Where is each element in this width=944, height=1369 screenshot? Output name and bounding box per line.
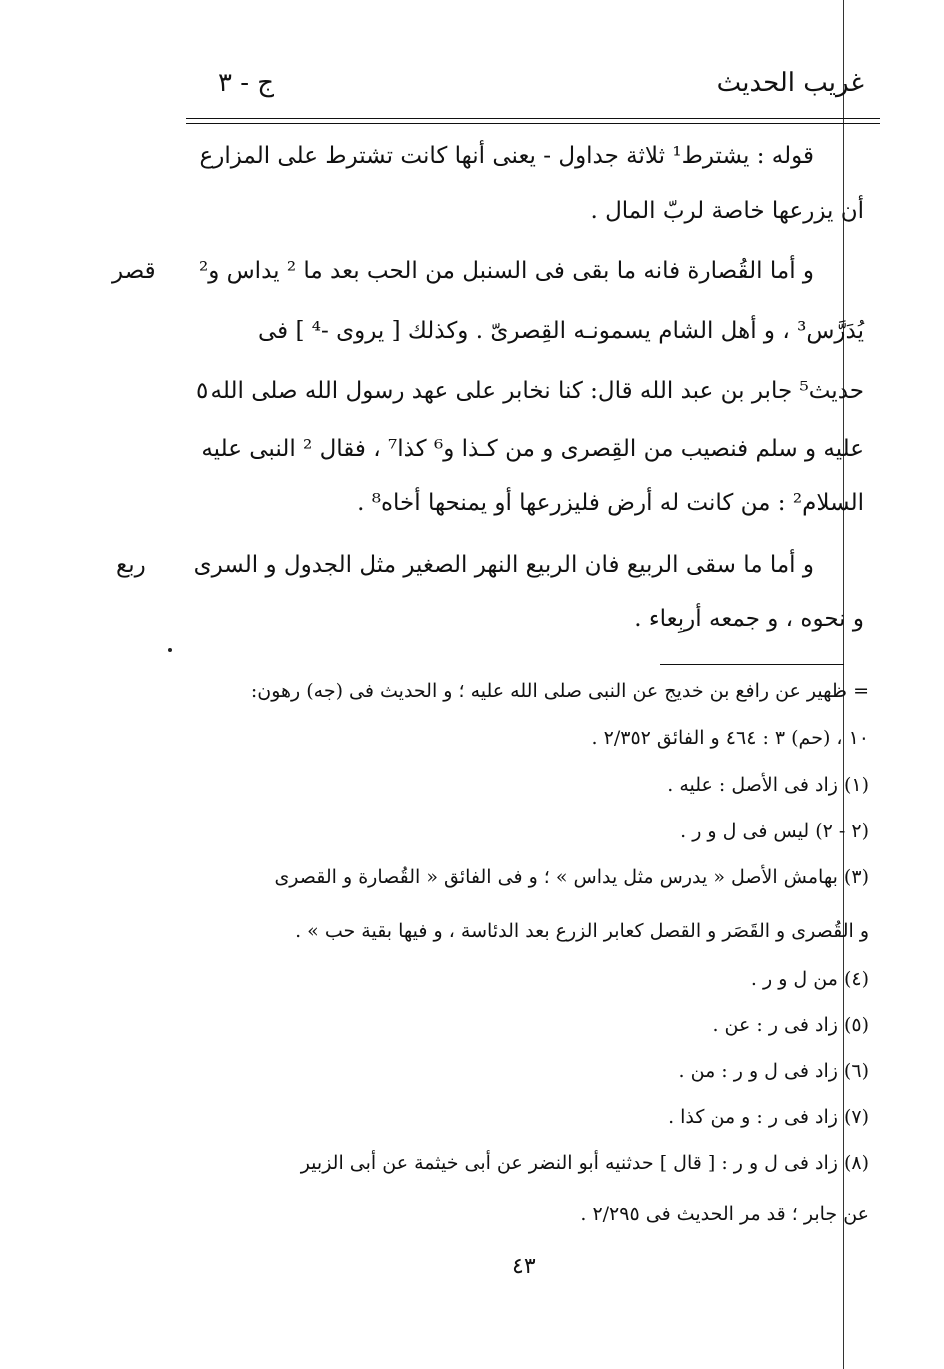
footnote-line-3: (١) زاد فى الأصل : عليه . (667, 774, 869, 796)
footnote-line-6: و القُصرى و القَصَر و القصل كعابر الزرع بعد الدئاسة ، و فيها بقية حب » . (295, 920, 869, 942)
body-line-5: حديث⁵ جابر بن عبد الله قال: كنا نخابر على عهد رسول الله صلى الله (210, 378, 864, 404)
footnote-line-8: (٥) زاد فى ر : عن . (712, 1014, 869, 1036)
running-head-title: غريب الحديث (716, 68, 864, 98)
body-line-9: و نحوه ، و جمعه أربِعاء . (634, 606, 864, 632)
body-line-7: السلام² : من كانت له أرض فليزرعها أو يمنحها أخاه⁸ . (357, 490, 864, 516)
footnote-separator (660, 664, 844, 665)
header-rule-bottom (186, 123, 880, 124)
body-line-6: عليه و سلم فنصيب من القِصرى و من كـذا و⁶ كذا⁷ ، فقال ² النبى عليه (201, 436, 864, 462)
footnote-line-7: (٤) من ل و ر . (750, 968, 869, 990)
body-line-3: و أما القُصارة فانه ما بقى فى السنبل من الحب بعد ما ² يداس و² (198, 258, 814, 284)
body-line-4: يُدَرَّس³ ، و أهل الشام يسمونـه القِصرىّ . وكذلك [ يروى -⁴ ] فى (258, 318, 864, 344)
header-rule-top (186, 118, 880, 119)
footnote-line-12: عن جابر ؛ قد مر الحديث فى ٢/٢٩٥ . (580, 1203, 869, 1225)
page-number: ٤٣ (512, 1254, 536, 1279)
footnote-line-1: = ظهير عن رافع بن خديج عن النبى صلى الله عليه ؛ و الحديث فى (جه) رهون: (250, 680, 869, 702)
footnote-line-2: ١٠ ، (حم) ٣ : ٤٦٤ و الفائق ٢/٣٥٢ . (591, 727, 869, 749)
footnote-line-9: (٦) زاد فى ل و ر : من . (678, 1060, 869, 1082)
margin-root-rbc: ربع (116, 552, 146, 578)
footnote-line-10: (٧) زاد فى ر : و من كذا . (668, 1106, 869, 1128)
footnote-line-4: (٢ - ٢) ليس فى ل و ر . (680, 820, 869, 842)
body-line-1: قوله : يشترط¹ ثلاثة جداول - يعنى أنها كانت تشترط على المزارع (199, 143, 814, 169)
speck (168, 648, 172, 652)
footnote-line-5: (٣) بهامش الأصل « يدرس مثل يداس » ؛ و فى الفائق « القُصارة و القصرى (274, 866, 869, 888)
margin-root-qsr: قصر (112, 258, 156, 284)
footnote-line-11: (٨) زاد فى ل و ر : [ قال ] حدثنيه أبو النضر عن أبى خيثمة عن أبى الزبير (300, 1152, 869, 1174)
running-head-volume: ج - ٣ (218, 68, 275, 98)
body-line-8: و أما ما سقى الربيع فان الربيع النهر الصغير مثل الجدول و السرى (193, 552, 814, 578)
body-line-2: أن يزرعها خاصة لربّ المال . (590, 198, 864, 224)
margin-line-number: ٥ (196, 378, 209, 404)
